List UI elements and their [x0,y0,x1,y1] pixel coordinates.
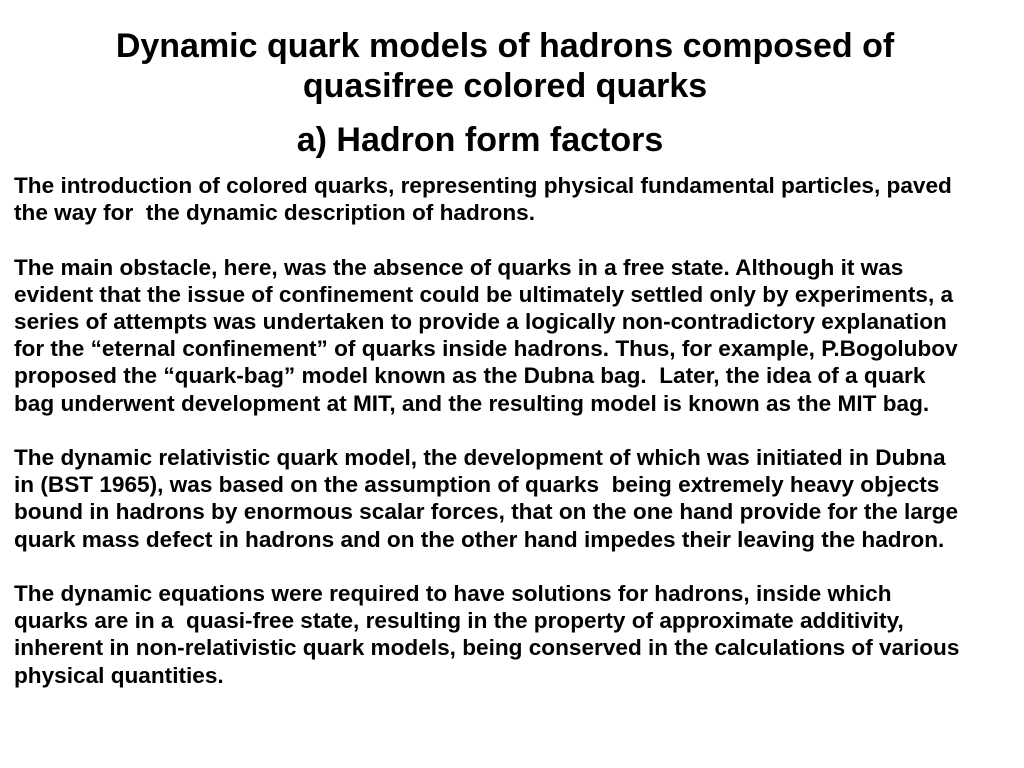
paragraph-line: quarks are in a quasi-free state, resulting in the property of approximate additivity, [14,608,904,634]
paragraph-line: proposed the “quark-bag” model known as the Dubna bag. Later, the idea of a quark [14,363,926,389]
paragraph-line: bound in hadrons by enormous scalar forces, that on the one hand provide for the large [14,499,959,525]
section-subtitle: a) Hadron form factors [296,121,664,159]
slide-title [0,26,1010,106]
paragraph-dynamic-equations [14,580,1014,689]
paragraph-line: inherent in non-relativistic quark models, being conserved in the calculations of various [14,635,960,661]
paragraph-relativistic-model [14,444,1014,553]
paragraph-confinement [14,254,1014,417]
paragraph-line: for the “eternal confinement” of quarks inside hadrons. Thus, for example, P.Bogolubov [14,336,958,362]
paragraph-line: quark mass defect in hadrons and on the other hand impedes their leaving the hadron. [14,526,945,552]
paragraph-line: in (BST 1965), was based on the assumption of quarks being extremely heavy objects [14,472,940,498]
paragraph-line: bag underwent development at MIT, and the resulting model is known as the MIT bag. [14,390,930,416]
paragraph-line: physical quantities. [14,662,224,688]
paragraph-line: the way for the dynamic description of hadrons. [14,200,535,226]
paragraph-line: The dynamic equations were required to have solutions for hadrons, inside which [14,581,892,606]
paragraph-line: The introduction of colored quarks, representing physical fundamental particles, paved [14,173,952,198]
paragraph-line: The dynamic relativistic quark model, the development of which was initiated in Dubna [14,445,946,470]
title-line: Dynamic quark models of hadrons composed of [115,27,895,65]
slide-body [14,172,1014,716]
paragraph-line: series of attempts was undertaken to provide a logically non-contradictory explanation [14,309,947,334]
title-line: quasifree colored quarks [302,67,708,105]
paragraph-line: evident that the issue of confinement could be ultimately settled only by experiments, a [14,281,954,307]
paragraph-line: The main obstacle, here, was the absence of quarks in a free state. Although it was [14,254,904,280]
paragraph-introduction [14,172,1014,226]
